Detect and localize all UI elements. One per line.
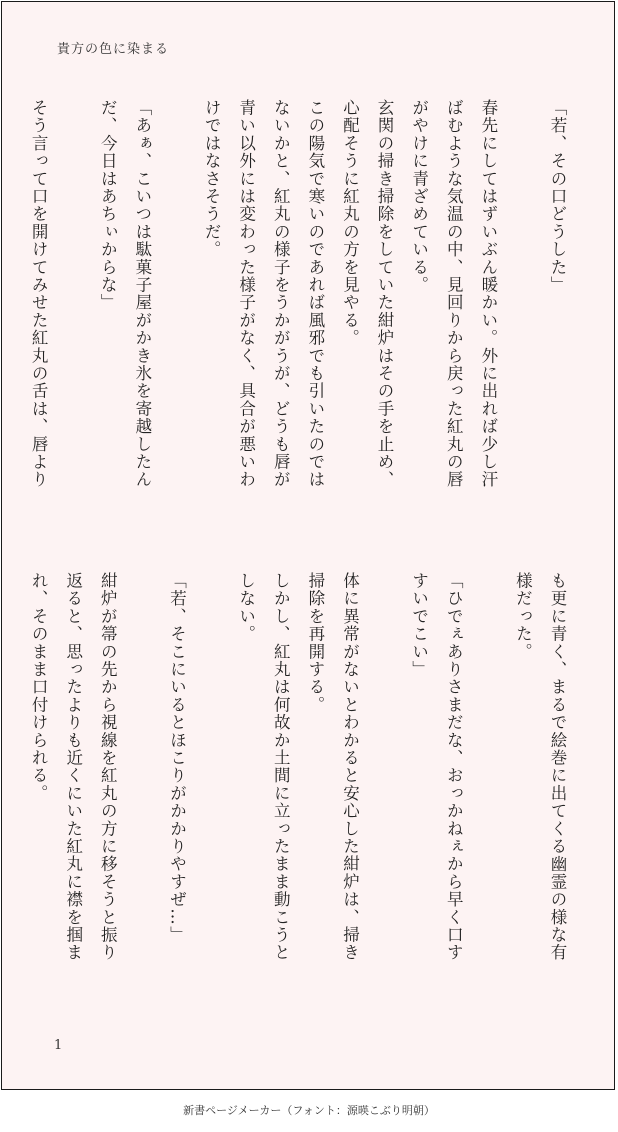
text-block-upper: 「若、その口どうした」 春先にしてはずいぶん暖かい。外に出れば少し汗 ばむような気温の中、見回りから戻った紅丸の唇 がやけに青ざめている。 玄関の掃き掃除をしていた紺炉はその手を止め、 心配そうに紅丸の方を見やる。 この陽気で寒いのであれば風邪でも引いたのでは ないかと、紅丸の様子をうかがうが、どうも唇が 青い以外には変わった様子がなく、具合が悪いわ けではなさそうだ。 「あぁ、こいつは駄菓子屋がかき氷を寄越したん だ、今日はあちぃからな」 そう言って口を開けてみせた紅丸の舌は、唇より	[29, 99, 567, 489]
footer-credit: 新書ページメーカー（フォント：源暎こぶり明朝）	[183, 1104, 435, 1117]
page	[1, 1, 615, 1090]
header-title: 貴方の色に染まる	[57, 42, 170, 57]
page-number: 1	[54, 1038, 63, 1053]
text-block-lower: も更に青く、まるで絵巻に出てくる幽霊の様な有 様だった。 「ひでぇありさまだな、おっかねぇから早く口す すいでこい」 体に異常がないとわかると安心した紺炉は、掃き 掃除を再開する。 しかし、紅丸は何故か土間に立ったまま動こうと しない。 「若、そこにいるとほこりがかかりやすぜ…」 紺炉が箒の先から視線を紅丸の方に移そうと振り 返ると、思ったよりも近くにいた紅丸に襟を掴ま れ、そのまま口付けられる。	[29, 572, 567, 962]
